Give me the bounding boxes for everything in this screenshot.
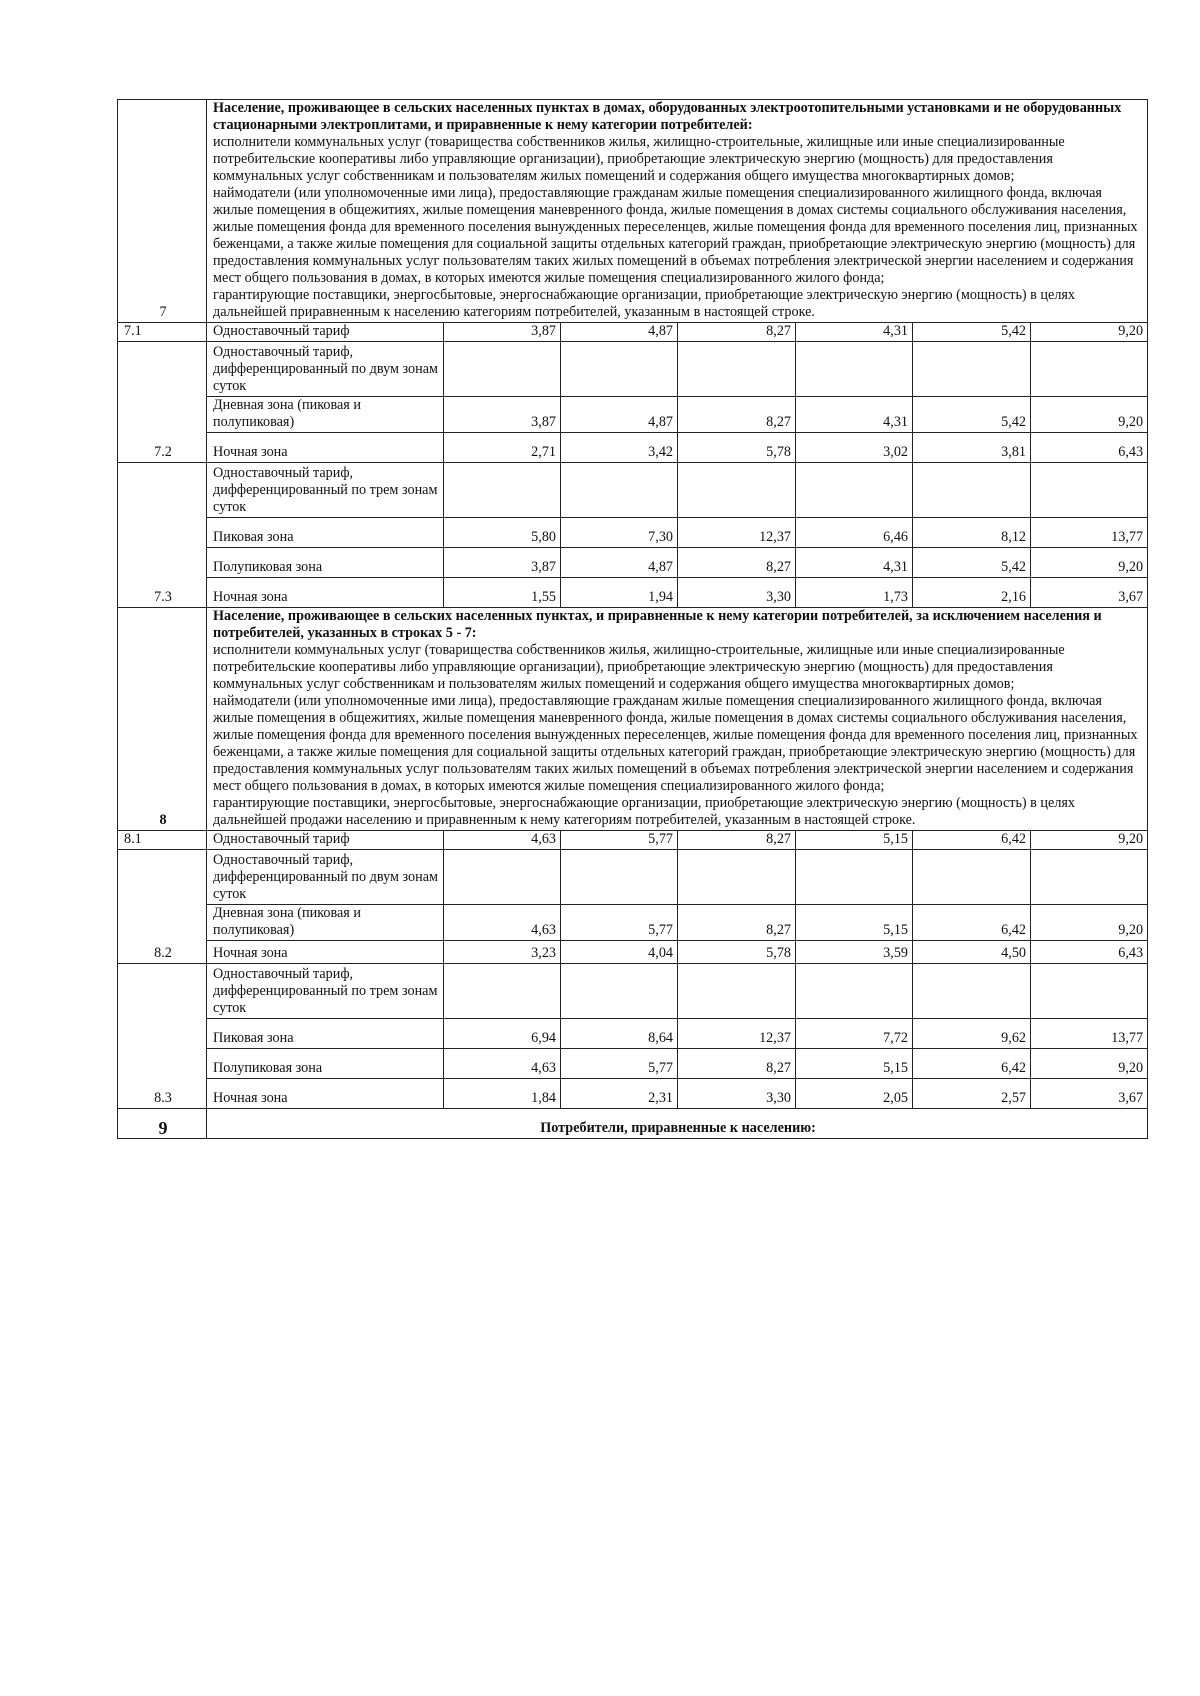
tariff-label: Одноставочный тариф, дифференцированный по трем зонам суток: [207, 463, 444, 518]
tariff-value: 3,59: [796, 941, 913, 964]
row-code: 8.3: [118, 964, 207, 1109]
tariff-value: 5,77: [561, 831, 678, 850]
tariff-value: 4,31: [796, 397, 913, 433]
row-code: 7.2: [118, 342, 207, 463]
tariff-label: Дневная зона (пиковая и полупиковая): [207, 905, 444, 941]
tariff-value: 4,63: [444, 905, 561, 941]
tariff-value: 3,81: [913, 433, 1031, 463]
tariff-value: 4,04: [561, 941, 678, 964]
tariff-value: 4,87: [561, 323, 678, 342]
table-row: [118, 850, 1148, 905]
row-code: 8.1: [118, 831, 207, 850]
tariff-value: 5,78: [678, 433, 796, 463]
row-code: 7.3: [118, 463, 207, 608]
tariff-value: 1,73: [796, 578, 913, 608]
tariff-label: Полупиковая зона: [207, 548, 444, 578]
tariff-value: 5,15: [796, 1049, 913, 1079]
section-paragraph: исполнители коммунальных услуг (товарищества собственников жилья, жилищно-строительные, жилищные или иные специализированные потребительские кооперативы либо управляющие организации), приобретающие электрическую энергию (мощность) для предоставления коммунальных услуг собственникам и пользователям жилых помещений и содержания общего имущества многоквартирных домов;: [213, 134, 1065, 184]
tariff-value: 4,31: [796, 548, 913, 578]
section-description: [207, 608, 1148, 831]
tariff-label: Ночная зона: [207, 1079, 444, 1109]
table-row: [118, 964, 1148, 1019]
tariff-value: 8,27: [678, 323, 796, 342]
empty-cell: [444, 964, 561, 1019]
empty-cell: [796, 463, 913, 518]
tariff-value: 3,67: [1031, 1079, 1148, 1109]
empty-cell: [913, 964, 1031, 1019]
row-code: 8.2: [118, 850, 207, 964]
tariff-value: 6,42: [913, 905, 1031, 941]
table-row: [118, 1019, 1148, 1049]
tariff-value: 3,87: [444, 548, 561, 578]
tariff-value: 2,31: [561, 1079, 678, 1109]
section-paragraph: исполнители коммунальных услуг (товарищества собственников жилья, жилищно-строительные, жилищные или иные специализированные потребительские кооперативы либо управляющие организации), приобретающие электрическую энергию (мощность) для предоставления коммунальных услуг собственникам и пользователям жилых помещений и содержания общего имущества многоквартирных домов;: [213, 642, 1065, 692]
tariff-value: 5,77: [561, 905, 678, 941]
empty-cell: [1031, 463, 1148, 518]
empty-cell: [678, 463, 796, 518]
tariff-value: 3,30: [678, 578, 796, 608]
table-row: [118, 905, 1148, 941]
tariff-label: Ночная зона: [207, 433, 444, 463]
section-heading: Население, проживающее в сельских населенных пунктах в домах, оборудованных электроотопительными установками и не оборудованных стационарными электроплитами, и приравненные к нему категории потребителей:: [213, 100, 1122, 133]
tariff-label: Одноставочный тариф: [207, 831, 444, 850]
tariff-value: 5,15: [796, 905, 913, 941]
tariff-value: 1,55: [444, 578, 561, 608]
section-paragraph: наймодатели (или уполномоченные ими лица), предоставляющие гражданам жилые помещения специализированного жилищного фонда, включая жилые помещения в общежитиях, жилые помещения маневренного фонда, жилые помещения в домах системы социального обслуживания населения, жилые помещения фонда для временного поселения вынужденных переселенцев, жилые помещения фонда для временного поселения лиц, признанных беженцами, а также жилые помещения для социальной защиты отдельных категорий граждан, приобретающие электрическую энергию (мощность) для предоставления коммунальных услуг пользователям таких жилых помещений в объемах потребления электрической энергии населением и содержания мест общего пользования в домах, в которых имеются жилые помещения специализированного жилого фонда;: [213, 693, 1138, 794]
tariff-value: 4,50: [913, 941, 1031, 964]
tariff-value: 5,77: [561, 1049, 678, 1079]
tariff-value: 1,84: [444, 1079, 561, 1109]
table-row: [118, 518, 1148, 548]
empty-cell: [1031, 964, 1148, 1019]
tariff-value: 4,87: [561, 397, 678, 433]
tariff-table: [117, 99, 1148, 1139]
tariff-label: Одноставочный тариф: [207, 323, 444, 342]
tariff-label: Пиковая зона: [207, 1019, 444, 1049]
section-description: [207, 100, 1148, 323]
tariff-value: 3,67: [1031, 578, 1148, 608]
tariff-label: Дневная зона (пиковая и полупиковая): [207, 397, 444, 433]
table-row: [118, 578, 1148, 608]
table-row: [118, 397, 1148, 433]
tariff-value: 5,78: [678, 941, 796, 964]
tariff-value: 8,27: [678, 548, 796, 578]
tariff-value: 3,87: [444, 397, 561, 433]
tariff-value: 12,37: [678, 1019, 796, 1049]
row-code: 9: [118, 1109, 207, 1139]
tariff-label: Ночная зона: [207, 941, 444, 964]
tariff-value: 3,23: [444, 941, 561, 964]
table-row: [118, 831, 1148, 850]
tariff-value: 8,27: [678, 831, 796, 850]
tariff-value: 13,77: [1031, 1019, 1148, 1049]
tariff-label: Одноставочный тариф, дифференцированный по трем зонам суток: [207, 964, 444, 1019]
tariff-value: 7,30: [561, 518, 678, 548]
empty-cell: [444, 342, 561, 397]
empty-cell: [796, 342, 913, 397]
tariff-value: 9,62: [913, 1019, 1031, 1049]
tariff-label: Пиковая зона: [207, 518, 444, 548]
tariff-value: 8,27: [678, 1049, 796, 1079]
tariff-value: 7,72: [796, 1019, 913, 1049]
tariff-value: 4,63: [444, 831, 561, 850]
table-row: [118, 1079, 1148, 1109]
tariff-label: Ночная зона: [207, 578, 444, 608]
tariff-value: 9,20: [1031, 1049, 1148, 1079]
tariff-value: 6,43: [1031, 941, 1148, 964]
tariff-value: 3,87: [444, 323, 561, 342]
tariff-label: Одноставочный тариф, дифференцированный по двум зонам суток: [207, 850, 444, 905]
tariff-value: 2,71: [444, 433, 561, 463]
tariff-value: 9,20: [1031, 548, 1148, 578]
tariff-value: 5,42: [913, 323, 1031, 342]
tariff-value: 4,63: [444, 1049, 561, 1079]
tariff-value: 13,77: [1031, 518, 1148, 548]
section-title: Потребители, приравненные к населению:: [207, 1109, 1148, 1139]
section-row-8: [118, 608, 1148, 831]
empty-cell: [913, 342, 1031, 397]
table-row: [118, 548, 1148, 578]
tariff-value: 9,20: [1031, 831, 1148, 850]
empty-cell: [561, 850, 678, 905]
empty-cell: [796, 850, 913, 905]
table-row: [118, 941, 1148, 964]
table-row: [118, 1049, 1148, 1079]
row-code: 7.1: [118, 323, 207, 342]
tariff-value: 5,80: [444, 518, 561, 548]
empty-cell: [1031, 342, 1148, 397]
tariff-value: 4,31: [796, 323, 913, 342]
empty-cell: [444, 850, 561, 905]
empty-cell: [561, 964, 678, 1019]
row-code: 8: [118, 608, 207, 831]
tariff-label: Одноставочный тариф, дифференцированный по двум зонам суток: [207, 342, 444, 397]
tariff-value: 2,05: [796, 1079, 913, 1109]
tariff-value: 6,42: [913, 831, 1031, 850]
tariff-value: 4,87: [561, 548, 678, 578]
tariff-value: 5,42: [913, 548, 1031, 578]
tariff-value: 8,27: [678, 397, 796, 433]
tariff-value: 12,37: [678, 518, 796, 548]
tariff-value: 6,42: [913, 1049, 1031, 1079]
empty-cell: [561, 342, 678, 397]
empty-cell: [561, 463, 678, 518]
tariff-value: 1,94: [561, 578, 678, 608]
table-row: [118, 342, 1148, 397]
tariff-value: 9,20: [1031, 397, 1148, 433]
table-row: [118, 323, 1148, 342]
row-code: 7: [118, 100, 207, 323]
empty-cell: [913, 463, 1031, 518]
tariff-value: 3,30: [678, 1079, 796, 1109]
table-row: [118, 433, 1148, 463]
tariff-value: 9,20: [1031, 323, 1148, 342]
section-paragraph: гарантирующие поставщики, энергосбытовые, энергоснабжающие организации, приобретающие электрическую энергию (мощность) в целях дальнейшей продажи населению и приравненным к нему категориям потребителей, указанным в настоящей строке.: [213, 795, 1076, 828]
tariff-value: 6,43: [1031, 433, 1148, 463]
section-row-9: [118, 1109, 1148, 1139]
empty-cell: [678, 342, 796, 397]
tariff-value: 8,27: [678, 905, 796, 941]
tariff-value: 9,20: [1031, 905, 1148, 941]
tariff-value: 2,57: [913, 1079, 1031, 1109]
tariff-value: 5,15: [796, 831, 913, 850]
empty-cell: [678, 850, 796, 905]
tariff-value: 8,12: [913, 518, 1031, 548]
section-heading: Население, проживающее в сельских населенных пунктах, и приравненные к нему категории потребителей, за исключением населения и потребителей, указанных в строках 5 - 7:: [213, 608, 1102, 641]
tariff-value: 8,64: [561, 1019, 678, 1049]
empty-cell: [444, 463, 561, 518]
table-row: [118, 463, 1148, 518]
empty-cell: [796, 964, 913, 1019]
tariff-value: 5,42: [913, 397, 1031, 433]
empty-cell: [913, 850, 1031, 905]
tariff-label: Полупиковая зона: [207, 1049, 444, 1079]
empty-cell: [678, 964, 796, 1019]
empty-cell: [1031, 850, 1148, 905]
tariff-value: 3,02: [796, 433, 913, 463]
tariff-value: 6,94: [444, 1019, 561, 1049]
tariff-value: 6,46: [796, 518, 913, 548]
tariff-value: 3,42: [561, 433, 678, 463]
section-row-7: [118, 100, 1148, 323]
tariff-value: 2,16: [913, 578, 1031, 608]
section-paragraph: гарантирующие поставщики, энергосбытовые, энергоснабжающие организации, приобретающие электрическую энергию (мощность) в целях дальнейшей приравненным к населению категориям потребителей, указанным в настоящей строке.: [213, 287, 1076, 320]
section-paragraph: наймодатели (или уполномоченные ими лица), предоставляющие гражданам жилые помещения специализированного жилищного фонда, включая жилые помещения в общежитиях, жилые помещения маневренного фонда, жилые помещения в домах системы социального обслуживания населения, жилые помещения фонда для временного поселения вынужденных переселенцев, жилые помещения фонда для временного поселения лиц, признанных беженцами, а также жилые помещения для социальной защиты отдельных категорий граждан, приобретающие электрическую энергию (мощность) для предоставления коммунальных услуг пользователям таких жилых помещений в объемах потребления электрической энергии населением и содержания мест общего пользования в домах, в которых имеются жилые помещения специализированного жилого фонда;: [213, 185, 1138, 286]
